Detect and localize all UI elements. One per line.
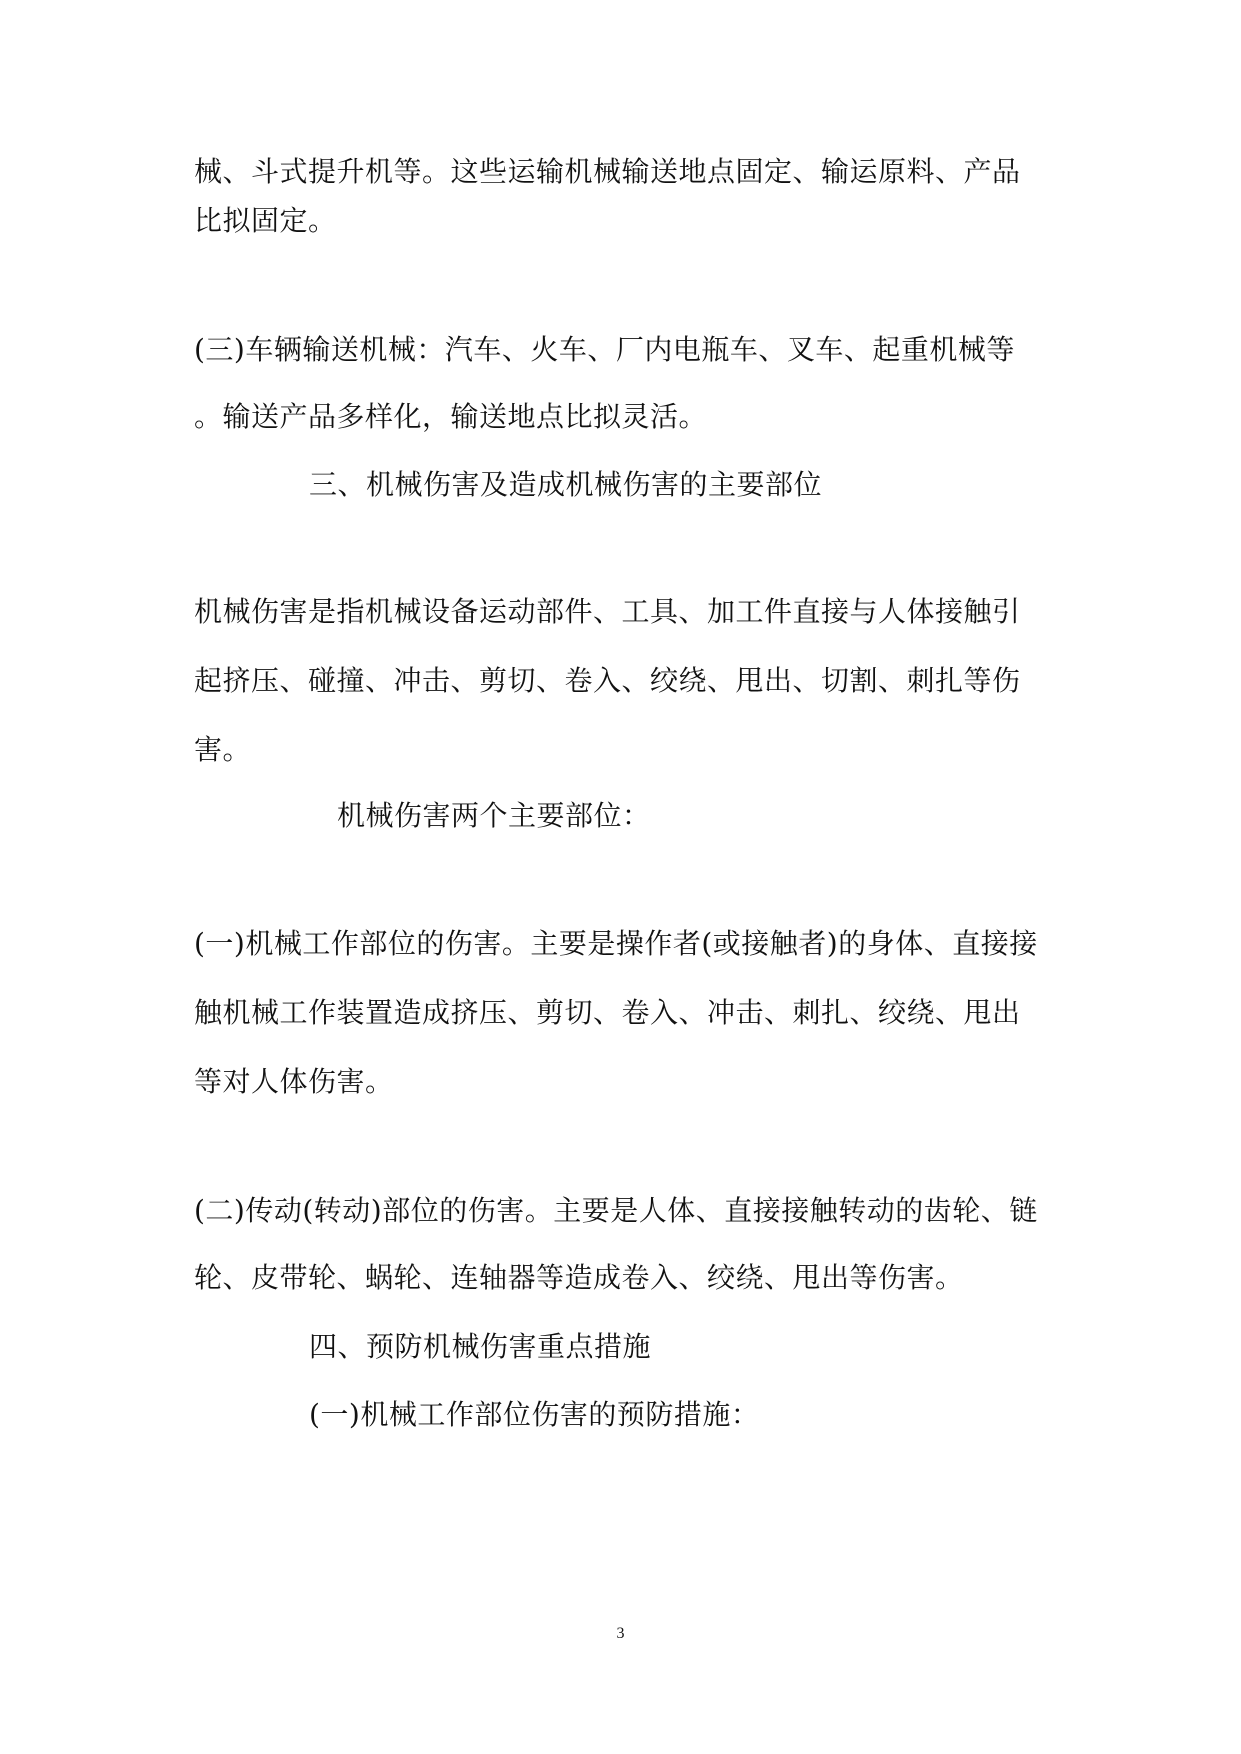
body-text-line: 等对人体伤害。 <box>194 1065 394 1098</box>
body-text-line: 。输送产品多样化，输送地点比拟灵活。 <box>194 400 708 433</box>
body-text-line: 起挤压、碰撞、冲击、剪切、卷入、绞绕、甩出、切割、刺扎等伤 <box>194 664 1021 697</box>
body-text-line: 械、斗式提升机等。这些运输机械输送地点固定、输运原料、产品 <box>194 155 1021 188</box>
subheading: (一)机械工作部位伤害的预防措施： <box>309 1398 760 1431</box>
body-text-line: (三)车辆输送机械：汽车、火车、厂内电瓶车、叉车、起重机械等 <box>194 333 1015 366</box>
body-text-line: 比拟固定。 <box>194 204 337 237</box>
body-text-line: 轮、皮带轮、蜗轮、连轴器等造成卷入、绞绕、甩出等伤害。 <box>194 1261 964 1294</box>
section-heading: 四、预防机械伤害重点措施 <box>309 1330 652 1363</box>
body-text-line: (一)机械工作部位的伤害。主要是操作者(或接触者)的身体、直接接 <box>194 927 1038 960</box>
body-text-line: (二)传动(转动)部位的伤害。主要是人体、直接接触转动的齿轮、链 <box>194 1194 1038 1227</box>
page-number: 3 <box>616 1625 625 1642</box>
section-heading: 三、机械伤害及造成机械伤害的主要部位 <box>309 468 823 501</box>
subheading: 机械伤害两个主要部位： <box>337 799 651 832</box>
body-text-line: 机械伤害是指机械设备运动部件、工具、加工件直接与人体接触引 <box>194 595 1021 628</box>
body-text-line: 触机械工作装置造成挤压、剪切、卷入、冲击、刺扎、绞绕、甩出 <box>194 996 1021 1029</box>
body-text-line: 害。 <box>194 733 252 766</box>
